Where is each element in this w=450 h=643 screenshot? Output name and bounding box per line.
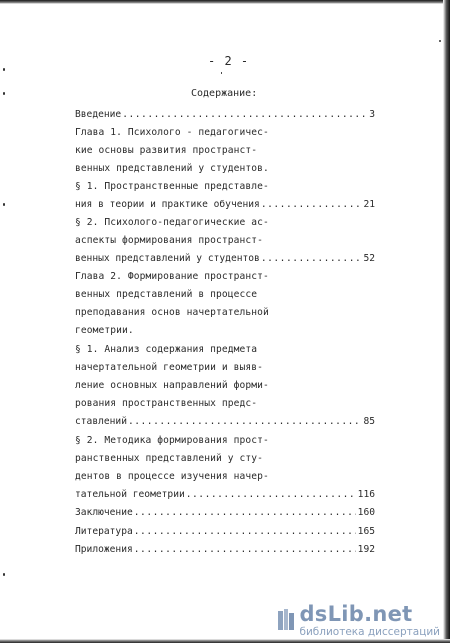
toc-entry-intro	[75, 109, 375, 121]
scan-edge-bottom	[0, 639, 450, 643]
toc-page-number: 192	[357, 544, 375, 555]
toc-title: Содержание:	[191, 88, 258, 99]
toc-line: рования пространственных предс-	[75, 398, 258, 409]
watermark-text	[299, 601, 440, 638]
toc-leader-dots	[134, 507, 356, 519]
toc-line: ление основных направлений форми-	[75, 380, 269, 391]
toc-entry-section-1-1	[75, 199, 375, 211]
scan-speck	[439, 40, 441, 42]
toc-entry-section-1-2	[75, 253, 375, 265]
scan-speck	[3, 203, 5, 206]
toc-entry-appendices	[75, 544, 375, 556]
toc-entry-label: Заключение	[75, 507, 133, 518]
toc-leader-dots	[134, 544, 356, 556]
toc-line: Глава 2. Формирование пространст-	[75, 271, 269, 282]
toc-entry-section-2-2	[75, 489, 375, 501]
toc-entry-label: Приложения	[75, 544, 133, 555]
toc-entry-label: венных представлений у студентов	[75, 253, 260, 264]
toc-leader-dots	[261, 253, 362, 265]
toc-page-number: 21	[363, 199, 375, 210]
watermark-brand: dsLib.net	[299, 601, 413, 626]
toc-page-number: 165	[357, 526, 375, 537]
watermark[interactable]	[277, 601, 440, 638]
scan-edge-top	[0, 0, 450, 4]
toc-line: дентов в процессе изучения начер-	[75, 471, 269, 482]
toc-page-number: 3	[369, 109, 375, 120]
toc-entry-section-2-1	[75, 416, 375, 428]
toc-page-number: 160	[357, 507, 375, 518]
toc-line: ранственных представлений у сту-	[75, 453, 264, 464]
toc-line: кие основы развития пространст-	[75, 145, 258, 156]
toc-entry-label: Литература	[75, 526, 133, 537]
toc-page-number: 116	[357, 489, 375, 500]
scan-speck	[221, 72, 222, 74]
toc-line: преподавания основ начертательной	[75, 307, 269, 318]
toc-leader-dots	[128, 416, 361, 428]
page-number: - 2 -	[208, 54, 250, 68]
toc-entry-label: ния в теории и практике обучения	[75, 199, 260, 210]
toc-entry-label: Введение	[75, 109, 122, 120]
toc-leader-dots	[186, 489, 356, 501]
toc-line: § 1. Анализ содержания предмета	[75, 344, 258, 355]
toc-page-number: 52	[363, 253, 375, 264]
toc-line: § 1. Пространственные представле-	[75, 181, 269, 192]
toc-entry-label: ставлений	[75, 416, 127, 427]
toc-line: венных представлений в процессе	[75, 289, 258, 300]
watermark-tagline: библиотека диссертаций	[299, 625, 440, 638]
toc-entry-references	[75, 526, 375, 538]
scan-speck	[3, 92, 5, 95]
toc-line: венных представлений у студентов.	[75, 163, 269, 174]
toc-line: Глава 1. Психолого - педагогичес-	[75, 127, 269, 138]
toc-line: аспекты формирования пространст-	[75, 235, 264, 246]
toc-leader-dots	[134, 526, 356, 538]
toc-line: § 2. Методика формирования прост-	[75, 435, 269, 446]
toc-leader-dots	[261, 199, 362, 211]
toc-line: геометрии.	[75, 325, 134, 336]
toc-entry-conclusion	[75, 507, 375, 519]
toc-entry-label: тательной геометрии	[75, 489, 185, 500]
toc-line: начертательной геометрии и выяв-	[75, 362, 264, 373]
toc-leader-dots	[122, 109, 367, 121]
toc-page-number: 85	[363, 416, 375, 427]
toc-line: § 2. Психолого-педагогические ас-	[75, 217, 269, 228]
scan-edge-right	[443, 0, 450, 643]
scan-speck	[3, 68, 5, 71]
scan-speck	[3, 573, 5, 576]
book-stack-icon	[277, 608, 295, 632]
